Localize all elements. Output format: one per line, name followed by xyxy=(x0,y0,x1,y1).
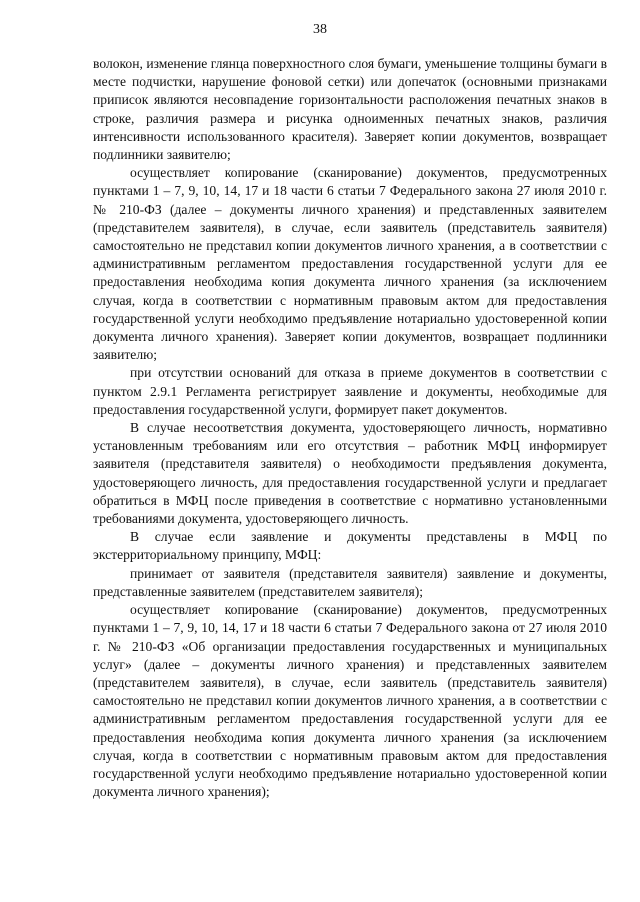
paragraph: осуществляет копирование (сканирование) документов, предусмотренных пунктами 1 – 7, 9, 10, 14, 17 и 18 части 6 статьи 7 Федерального закона от 27 июля 2010 г. № 210-ФЗ «Об организации предоставления государственных и муниципальных услуг» (далее – документы личного хранения) и представленных заявителем (представителем заявителя), в случае, если заявитель (представитель заявителя) самостоятельно не представил копии документов личного хранения, а в соответствии с административным регламентом предоставления государственной услуги для ее предоставления необходима копия документа личного хранения (за исключением случая, когда в соответствии с нормативным правовым актом для предоставления государственной услуги необходимо предъявление нотариально удостоверенной копии документа личного хранения); xyxy=(93,602,607,800)
paragraph: осуществляет копирование (сканирование) документов, предусмотренных пунктами 1 – 7, 9, 10, 14, 17 и 18 части 6 статьи 7 Федерального закона 27 июля 2010 г. № 210-ФЗ (далее – документы личного хранения) и представленных заявителем (представителем заявителя), в случае, если заявитель (представитель заявителя) самостоятельно не представил копии документов личного хранения, а в соответствии с административным регламентом предоставления государственной услуги для ее предоставления необходима копия документа личного хранения (за исключением случая, когда в соответствии с нормативным правовым актом для предоставления государственной услуги необходимо предъявление нотариально удостоверенной копии документа личного хранения). Заверяет копии документов, возвращает подлинники заявителю; xyxy=(93,165,607,363)
paragraph: В случае несоответствия документа, удостоверяющего личность, нормативно установленным требованиям или его отсутствия – работник МФЦ информирует заявителя (представителя заявителя) о необходимости предъявления документа, удостоверяющего личность, для предоставления государственной услуги и предлагает обратиться в МФЦ после приведения в соответствие с нормативно установленными требованиями документа, удостоверяющего личность. xyxy=(93,420,607,527)
document-body xyxy=(93,55,607,801)
paragraph: волокон, изменение глянца поверхностного слоя бумаги, уменьшение толщины бумаги в месте подчистки, нарушение фоновой сетки) или допечаток (основными признаками приписок являются несовпадение горизонтальности расположения печатных знаков в строке, различия размера и рисунка одноименных печатных знаков, различия интенсивности использованного красителя). Заверяет копии документов, возвращает подлинники заявителю; xyxy=(93,56,607,163)
paragraph: принимает от заявителя (представителя заявителя) заявление и документы, представленные заявителем (представителем заявителя); xyxy=(93,565,607,599)
paragraph: В случае если заявление и документы представлены в МФЦ по экстерриториальному принципу, МФЦ: xyxy=(93,529,607,563)
paragraph: при отсутствии оснований для отказа в приеме документов в соответствии с пунктом 2.9.1 Регламента регистрирует заявление и документы, необходимые для предоставления государственной услуги, формирует пакет документов. xyxy=(93,365,607,417)
page-number: 38 xyxy=(313,22,327,37)
